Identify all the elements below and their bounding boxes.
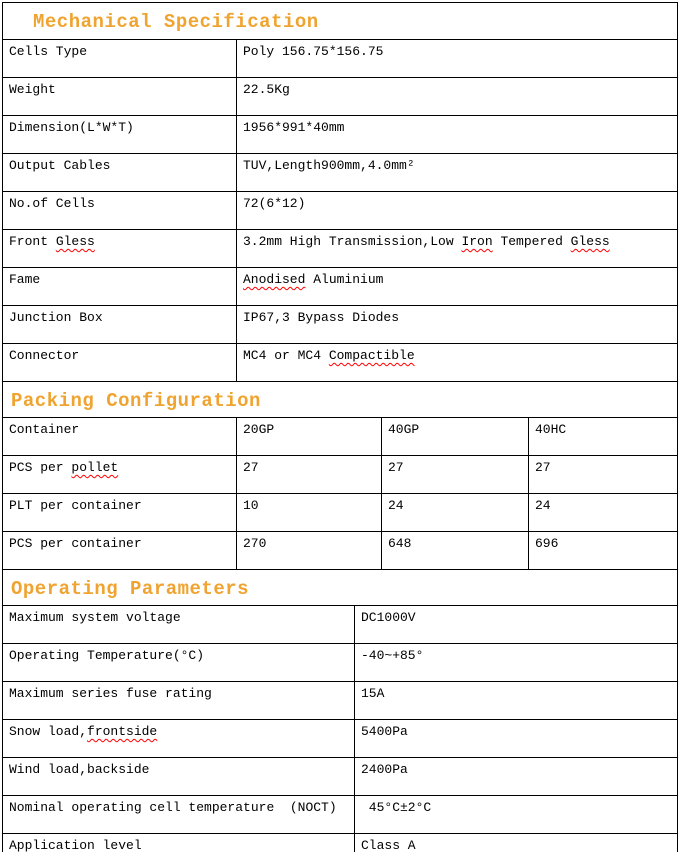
row-max-series-fuse-rating <box>3 681 677 719</box>
param-value: 5400Pa <box>361 724 408 739</box>
param-label-cell <box>3 758 354 795</box>
spec-label: Cells Type <box>9 44 88 59</box>
spec-value: TUV,Length900mm,4.0mm² <box>243 158 415 173</box>
packing-value: 27 <box>388 460 404 475</box>
spec-label: No.of Cells <box>9 196 95 211</box>
param-value-cell <box>354 606 677 643</box>
spec-label-misspelled: Gless <box>55 234 95 249</box>
packing-value: 27 <box>243 460 259 475</box>
param-label: Operating Temperature(°C) <box>9 648 205 663</box>
packing-label: PCS per <box>9 460 72 475</box>
row-max-system-voltage <box>3 605 677 643</box>
row-dimension <box>3 115 677 153</box>
row-plt-per-container <box>3 493 677 531</box>
spec-value: Poly 156.75*156.75 <box>243 44 384 59</box>
param-label-cell <box>3 720 354 757</box>
spec-value: Aluminium <box>305 272 384 287</box>
param-value: DC1000V <box>361 610 416 625</box>
param-label: Application level <box>9 838 142 852</box>
spec-label: Dimension(L*W*T) <box>9 120 134 135</box>
param-value: -40~+85° <box>361 648 424 663</box>
spec-value-cell <box>236 268 677 305</box>
packing-value-cell <box>236 494 381 531</box>
row-pcs-per-pallet <box>3 455 677 493</box>
param-label-cell <box>3 606 354 643</box>
param-label-cell <box>3 682 354 719</box>
spec-label-cell <box>3 40 236 77</box>
section-header-packing <box>3 381 677 417</box>
param-value-cell <box>354 720 677 757</box>
packing-value-cell <box>528 456 677 493</box>
spec-value-cell <box>236 192 677 229</box>
packing-value-cell <box>236 532 381 569</box>
spec-value: 1956*991*40mm <box>243 120 345 135</box>
spec-label: Junction Box <box>9 310 103 325</box>
param-value-cell <box>354 796 677 833</box>
spec-label: Fame <box>9 272 41 287</box>
section-header-mechanical <box>3 3 677 39</box>
spec-value: Tempered <box>492 234 571 249</box>
packing-label-cell <box>3 456 236 493</box>
spec-label: Output Cables <box>9 158 111 173</box>
packing-value: 696 <box>535 536 559 551</box>
packing-value-cell <box>236 456 381 493</box>
spec-value: 72(6*12) <box>243 196 306 211</box>
param-label: Maximum system voltage <box>9 610 181 625</box>
param-value-cell <box>354 834 677 852</box>
spec-label-cell <box>3 192 236 229</box>
spec-document <box>2 2 678 852</box>
packing-label-cell <box>3 532 236 569</box>
spec-label-cell <box>3 306 236 343</box>
spec-value-cell <box>236 40 677 77</box>
param-label: Nominal operating cell temperature (NOCT) <box>9 800 337 815</box>
packing-value: 40GP <box>388 422 420 437</box>
row-no-of-cells <box>3 191 677 229</box>
row-cells-type <box>3 39 677 77</box>
packing-label-cell <box>3 418 236 455</box>
param-label: Wind load,backside <box>9 762 150 777</box>
spec-value-cell <box>236 230 677 267</box>
packing-value: 10 <box>243 498 259 513</box>
packing-label: PLT per container <box>9 498 142 513</box>
param-label-cell <box>3 834 354 852</box>
packing-value: 24 <box>535 498 551 513</box>
spec-value-cell <box>236 306 677 343</box>
param-label: Maximum series fuse rating <box>9 686 212 701</box>
packing-label-misspelled: pollet <box>71 460 119 475</box>
row-application-level <box>3 833 677 852</box>
packing-value: 24 <box>388 498 404 513</box>
packing-value: 27 <box>535 460 551 475</box>
spec-value: MC4 or MC4 <box>243 348 329 363</box>
param-value: 2400Pa <box>361 762 408 777</box>
spec-value-cell <box>236 116 677 153</box>
packing-value: 648 <box>388 536 412 551</box>
row-output-cables <box>3 153 677 191</box>
packing-label-cell <box>3 494 236 531</box>
row-noct <box>3 795 677 833</box>
spec-label-cell <box>3 154 236 191</box>
spec-value: IP67,3 Bypass Diodes <box>243 310 400 325</box>
spec-value-misspelled: Anodised <box>243 272 306 287</box>
spec-value-cell <box>236 344 677 381</box>
packing-value-cell <box>381 494 528 531</box>
section-header-operating <box>3 569 677 605</box>
packing-value-cell <box>381 532 528 569</box>
spec-label-cell <box>3 78 236 115</box>
row-snow-load <box>3 719 677 757</box>
packing-value-cell <box>381 418 528 455</box>
packing-value: 40HC <box>535 422 567 437</box>
param-value-cell <box>354 758 677 795</box>
spec-value-cell <box>236 78 677 115</box>
packing-value-cell <box>528 494 677 531</box>
packing-value-cell <box>528 532 677 569</box>
spec-value-misspelled: Compactible <box>328 348 415 363</box>
spec-label: Weight <box>9 82 56 97</box>
param-value: 45°C±2°C <box>361 800 432 815</box>
row-operating-temperature <box>3 643 677 681</box>
spec-value-misspelled: Gless <box>570 234 610 249</box>
param-label-cell <box>3 796 354 833</box>
row-pcs-per-container <box>3 531 677 569</box>
row-frame <box>3 267 677 305</box>
row-container <box>3 417 677 455</box>
param-label-misspelled: frontside <box>87 724 158 739</box>
param-label: Snow load, <box>9 724 88 739</box>
packing-value: 270 <box>243 536 267 551</box>
section-title-operating: Operating Parameters <box>11 577 250 600</box>
packing-label: Container <box>9 422 80 437</box>
packing-label: PCS per container <box>9 536 142 551</box>
row-connector <box>3 343 677 381</box>
packing-value-cell <box>236 418 381 455</box>
spec-label: Front <box>9 234 56 249</box>
row-wind-load <box>3 757 677 795</box>
param-value-cell <box>354 644 677 681</box>
param-value-cell <box>354 682 677 719</box>
row-junction-box <box>3 305 677 343</box>
spec-value: 3.2mm High Transmission,Low <box>243 234 462 249</box>
spec-label-cell <box>3 116 236 153</box>
section-title-packing: Packing Configuration <box>11 389 261 412</box>
spec-value-misspelled: Iron <box>461 234 493 249</box>
spec-value-cell <box>236 154 677 191</box>
spec-label-cell <box>3 344 236 381</box>
spec-label-cell <box>3 230 236 267</box>
row-front-glass <box>3 229 677 267</box>
row-weight <box>3 77 677 115</box>
packing-value: 20GP <box>243 422 275 437</box>
param-value: Class A <box>361 838 416 852</box>
packing-value-cell <box>381 456 528 493</box>
packing-value-cell <box>528 418 677 455</box>
param-label-cell <box>3 644 354 681</box>
section-title-mechanical: Mechanical Specification <box>33 11 319 33</box>
spec-label-cell <box>3 268 236 305</box>
spec-label: Connector <box>9 348 80 363</box>
param-value: 15A <box>361 686 385 701</box>
spec-value: 22.5Kg <box>243 82 290 97</box>
